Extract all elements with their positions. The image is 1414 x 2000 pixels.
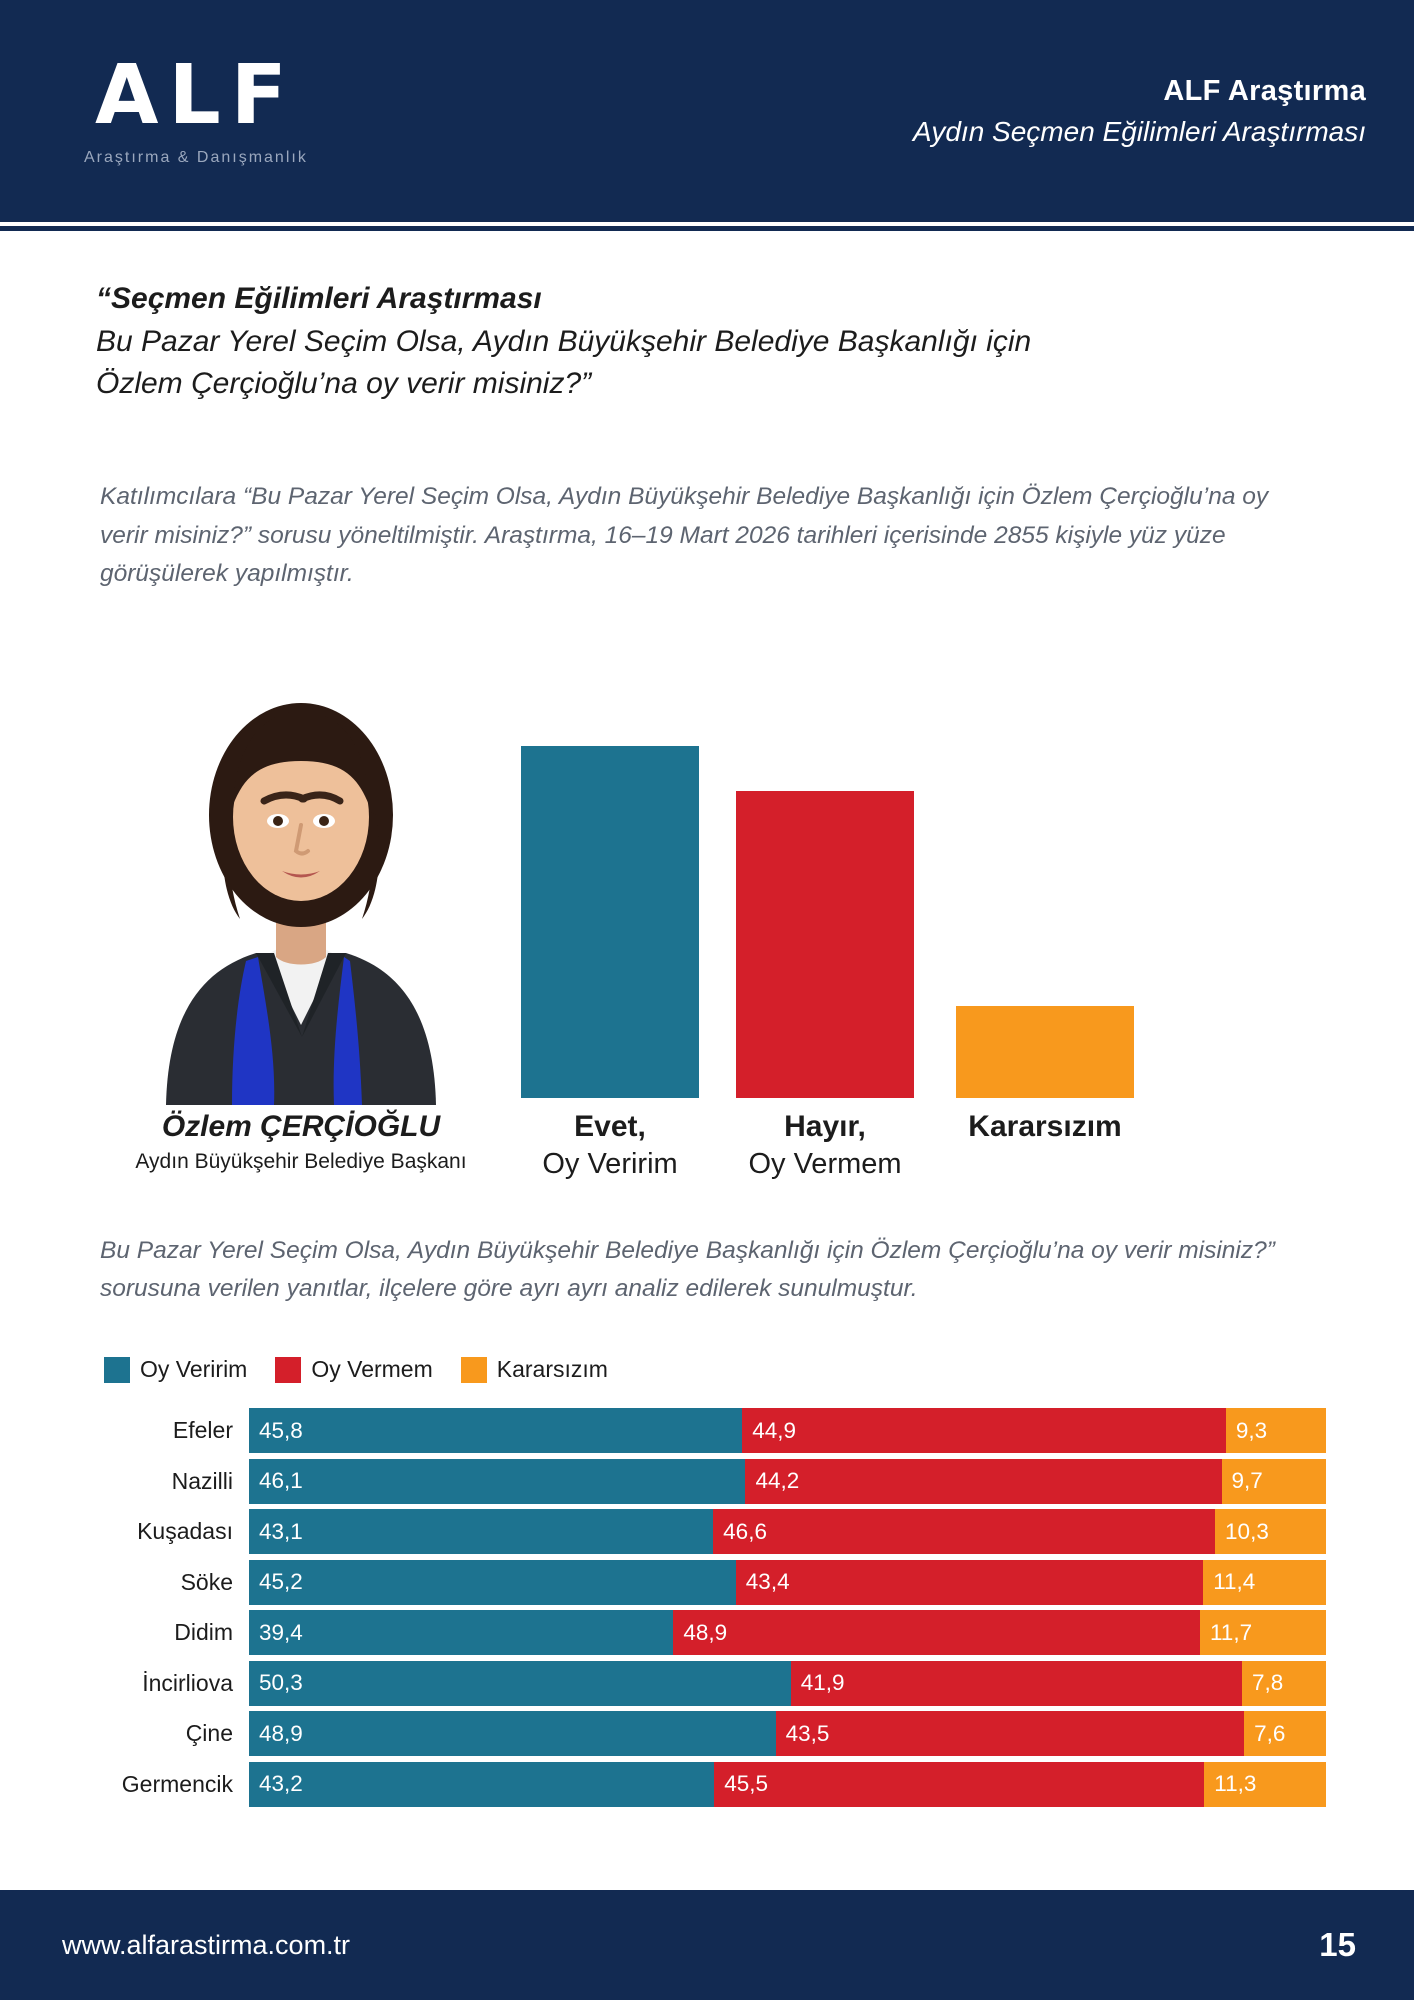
bar-yes-caption xyxy=(542,1098,677,1184)
district-label: Germencik xyxy=(121,1770,233,1797)
segment-yes: 45,2 xyxy=(249,1560,736,1605)
chart-legend xyxy=(104,1356,608,1383)
district-bars xyxy=(249,1408,1326,1453)
district-label: Efeler xyxy=(172,1417,233,1443)
table-row xyxy=(96,1408,1326,1453)
segment-undecided: 9,7 xyxy=(1222,1459,1326,1504)
district-bars xyxy=(249,1762,1326,1807)
segment-undecided: 10,3 xyxy=(1215,1509,1326,1554)
candidate-name: Özlem ÇERÇİOĞLU xyxy=(161,1110,441,1143)
legend-label-yes: Oy Veririm xyxy=(140,1356,248,1382)
question-line-2: Bu Pazar Yerel Seçim Olsa, Aydın Büyükşehir Belediye Başkanlığı için xyxy=(96,324,1032,358)
question-title-block xyxy=(96,278,1326,406)
page-title xyxy=(96,278,1326,406)
methodology-description: Katılımcılara “Bu Pazar Yerel Seçim Olsa, Aydın Büyükşehir Belediye Başkanlığı için Özlem Çerçioğlu’na oy verir misiniz?” sorusu yöneltilmiştir. Araştırma, 16–19 Mart 2026 tarihleri içerisinde 2855 kişiyle yüz yüze görüşülerek yapılmıştır. xyxy=(100,483,1269,588)
bar-yes-caption-line1: Evet, xyxy=(574,1110,646,1143)
segment-no: 48,9 xyxy=(673,1610,1200,1655)
segment-yes: 45,8 xyxy=(249,1408,742,1453)
legend-label-no: Oy Vermem xyxy=(311,1356,433,1382)
district-label: Kuşadası xyxy=(137,1518,233,1544)
header-divider xyxy=(0,222,1414,231)
segment-yes: 43,2 xyxy=(249,1762,714,1807)
segment-undecided: 9,3 xyxy=(1226,1408,1326,1453)
segment-no: 41,9 xyxy=(791,1661,1242,1706)
segment-no: 46,6 xyxy=(713,1509,1215,1554)
segment-no: 43,4 xyxy=(736,1560,1203,1605)
district-bars xyxy=(249,1509,1326,1554)
district-bars xyxy=(249,1661,1326,1706)
bar-undecided-value: %9,2 xyxy=(1006,956,1084,994)
bar-undecided-caption xyxy=(968,1098,1121,1146)
district-label: Didim xyxy=(174,1619,233,1645)
bar-yes-value: %47,3 xyxy=(556,692,664,734)
bar-yes xyxy=(521,692,699,1181)
segment-yes: 43,1 xyxy=(249,1509,713,1554)
table-row xyxy=(96,1762,1326,1807)
table-row xyxy=(96,1509,1326,1554)
bar-no-value: %43,5 xyxy=(773,738,877,779)
legend-swatch-undecided xyxy=(461,1357,487,1383)
page-number: 15 xyxy=(1319,1926,1356,1963)
district-bars xyxy=(249,1711,1326,1756)
legend-item-yes xyxy=(104,1356,247,1383)
segment-yes: 48,9 xyxy=(249,1711,776,1756)
segment-yes: 50,3 xyxy=(249,1661,791,1706)
district-description: Bu Pazar Yerel Seçim Olsa, Aydın Büyükşehir Belediye Başkanlığı için Özlem Çerçioğlu’na oy verir misiniz?” sorusuna verilen yanıtlar, ilçelere göre ayrı ayrı analiz edilerek sunulmuştur. xyxy=(100,1237,1275,1303)
bar-no xyxy=(736,738,914,1181)
district-bars xyxy=(249,1560,1326,1605)
question-line-3: Özlem Çerçioğlu’na oy verir misiniz?” xyxy=(96,367,592,401)
district-bars xyxy=(249,1610,1326,1655)
segment-undecided: 7,6 xyxy=(1244,1711,1326,1756)
logo-wordmark: ALF xyxy=(95,48,297,143)
segment-yes: 46,1 xyxy=(249,1459,745,1504)
segment-undecided: 11,4 xyxy=(1203,1560,1326,1605)
legend-item-undecided xyxy=(461,1356,608,1383)
page-footer xyxy=(0,1890,1414,2000)
bar-yes-caption-line2: Oy Veririm xyxy=(542,1148,678,1181)
table-row xyxy=(96,1661,1326,1706)
table-row xyxy=(96,1610,1326,1655)
table-row xyxy=(96,1711,1326,1756)
legend-label-undecided: Kararsızım xyxy=(496,1356,608,1382)
question-line-1: “Seçmen Eğilimleri Araştırması xyxy=(96,282,542,315)
legend-swatch-no xyxy=(275,1357,301,1383)
alf-logo xyxy=(84,48,308,167)
bar-no-caption-line2: Oy Vermem xyxy=(748,1148,902,1181)
header-subtitle: Aydın Seçmen Eğilimleri Araştırması xyxy=(912,115,1366,147)
header-text-block xyxy=(913,75,1366,148)
district-stacked-chart xyxy=(96,1408,1326,1812)
segment-no: 43,5 xyxy=(776,1711,1244,1756)
bar-undecided xyxy=(956,956,1134,1143)
legend-item-no xyxy=(275,1356,432,1383)
logo-tagline: Araştırma & Danışmanlık xyxy=(84,149,308,166)
candidate-role: Aydın Büyükşehir Belediye Başkanı xyxy=(135,1150,467,1173)
candidate-photo xyxy=(106,665,496,1105)
district-label: Nazilli xyxy=(171,1467,233,1494)
segment-no: 44,2 xyxy=(745,1459,1221,1504)
header-title: ALF Araştırma xyxy=(1163,74,1366,107)
bar-undecided-caption-line1: Kararsızım xyxy=(968,1110,1122,1143)
segment-undecided: 7,8 xyxy=(1242,1661,1326,1706)
segment-no: 44,9 xyxy=(742,1408,1226,1453)
district-label: İncirliova xyxy=(142,1669,233,1696)
district-label: Çine xyxy=(185,1720,233,1746)
bar-no-caption xyxy=(748,1098,901,1184)
segment-undecided: 11,7 xyxy=(1200,1610,1326,1655)
table-row xyxy=(96,1560,1326,1605)
segment-no: 45,5 xyxy=(714,1762,1204,1807)
legend-swatch-yes xyxy=(104,1357,130,1383)
district-bars xyxy=(249,1459,1326,1504)
segment-undecided: 11,3 xyxy=(1204,1762,1326,1807)
page-header xyxy=(0,0,1414,222)
bar-no-caption-line1: Hayır, xyxy=(784,1110,866,1143)
segment-yes: 39,4 xyxy=(249,1610,673,1655)
main-bar-chart xyxy=(96,630,1326,1190)
footer-url[interactable]: www.alfarastirma.com.tr xyxy=(62,1929,351,1960)
district-label: Söke xyxy=(180,1568,233,1595)
table-row xyxy=(96,1459,1326,1504)
